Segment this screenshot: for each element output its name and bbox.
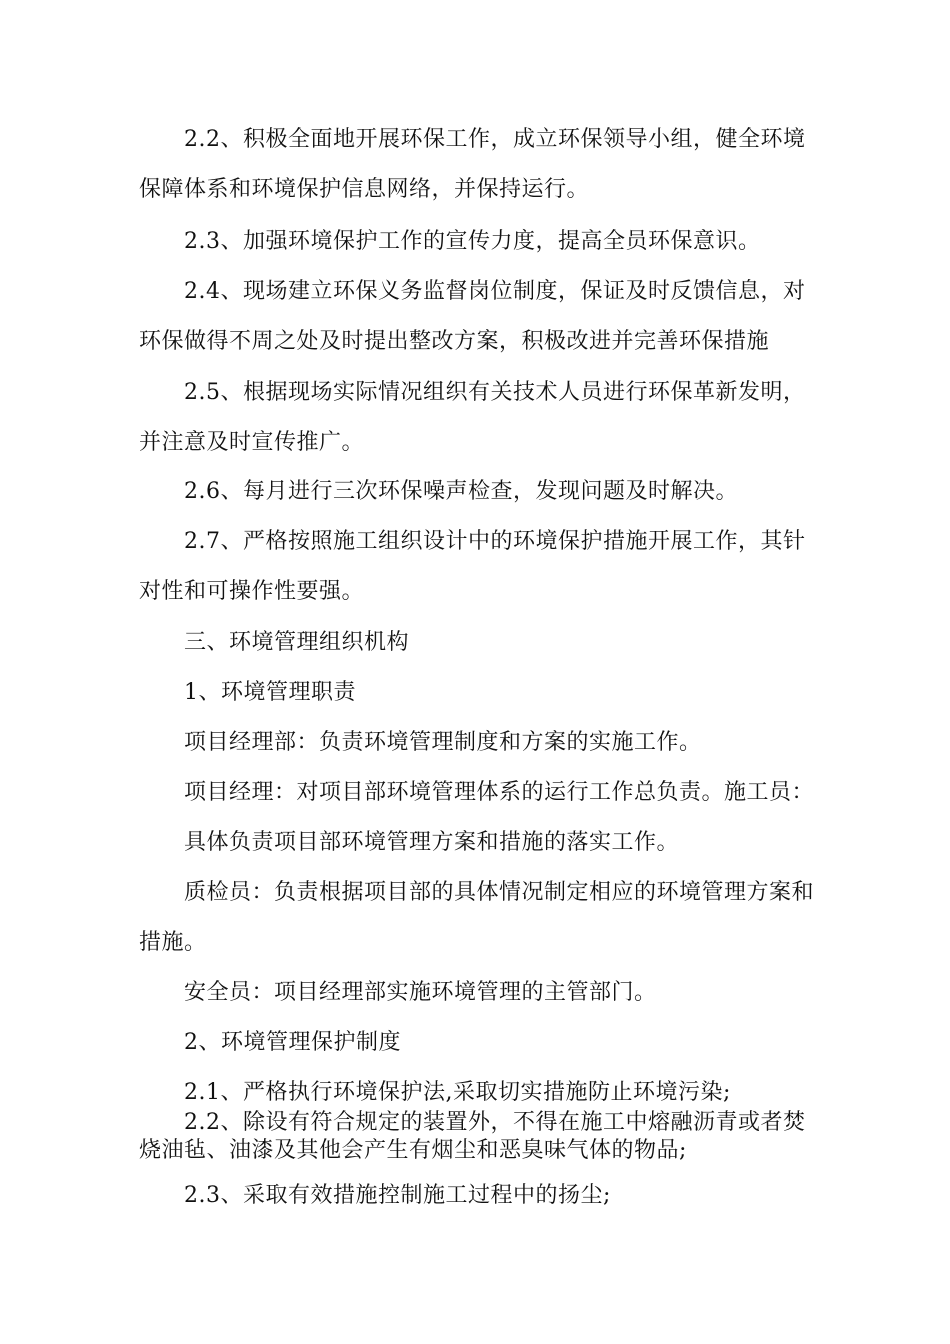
paragraph-line: 2.2、除设有符合规定的装置外，不得在施工中熔融沥青或者焚 xyxy=(184,1110,806,1135)
paragraph-line: 2.4、现场建立环保义务监督岗位制度，保证及时反馈信息，对 xyxy=(184,279,806,304)
paragraph-line: 质检员：负责根据项目部的具体情况制定相应的环境管理方案和 xyxy=(184,880,815,905)
section-heading: 三、环境管理组织机构 xyxy=(184,630,410,655)
paragraph-line: 项目经理部：负责环境管理制度和方案的实施工作。 xyxy=(184,730,702,755)
paragraph-line: 烧油毡、油漆及其他会产生有烟尘和恶臭味气体的物品; xyxy=(139,1138,687,1163)
subsection-heading: 1、环境管理职责 xyxy=(184,680,356,705)
paragraph-line: 2.3、加强环境保护工作的宣传力度，提高全员环保意识。 xyxy=(184,229,761,254)
paragraph-line: 2.5、根据现场实际情况组织有关技术人员进行环保革新发明， xyxy=(184,380,806,405)
paragraph-line: 对性和可操作性要强。 xyxy=(139,579,365,604)
paragraph-line: 具体负责项目部环境管理方案和措施的落实工作。 xyxy=(184,830,680,855)
paragraph-line: 2.2、积极全面地开展环保工作，成立环保领导小组，健全环境 xyxy=(184,127,806,152)
paragraph-line: 保障体系和环境保护信息网络，并保持运行。 xyxy=(139,177,590,202)
paragraph-line: 2.3、采取有效措施控制施工过程中的扬尘; xyxy=(184,1183,611,1208)
paragraph-line: 安全员：项目经理部实施环境管理的主管部门。 xyxy=(184,980,657,1005)
paragraph-line: 项目经理：对项目部环境管理体系的运行工作总负责。施工员： xyxy=(184,780,815,805)
subsection-heading: 2、环境管理保护制度 xyxy=(184,1030,401,1055)
paragraph-line: 措施。 xyxy=(139,930,207,955)
paragraph-line: 2.1、严格执行环境保护法,采取切实措施防止环境污染; xyxy=(184,1080,731,1105)
paragraph-line: 2.7、严格按照施工组织设计中的环境保护措施开展工作，其针 xyxy=(184,529,806,554)
paragraph-line: 环保做得不周之处及时提出整改方案，积极改进并完善环保措施 xyxy=(139,329,770,354)
paragraph-line: 并注意及时宣传推广。 xyxy=(139,430,365,455)
paragraph-line: 2.6、每月进行三次环保噪声检查，发现问题及时解决。 xyxy=(184,479,738,504)
